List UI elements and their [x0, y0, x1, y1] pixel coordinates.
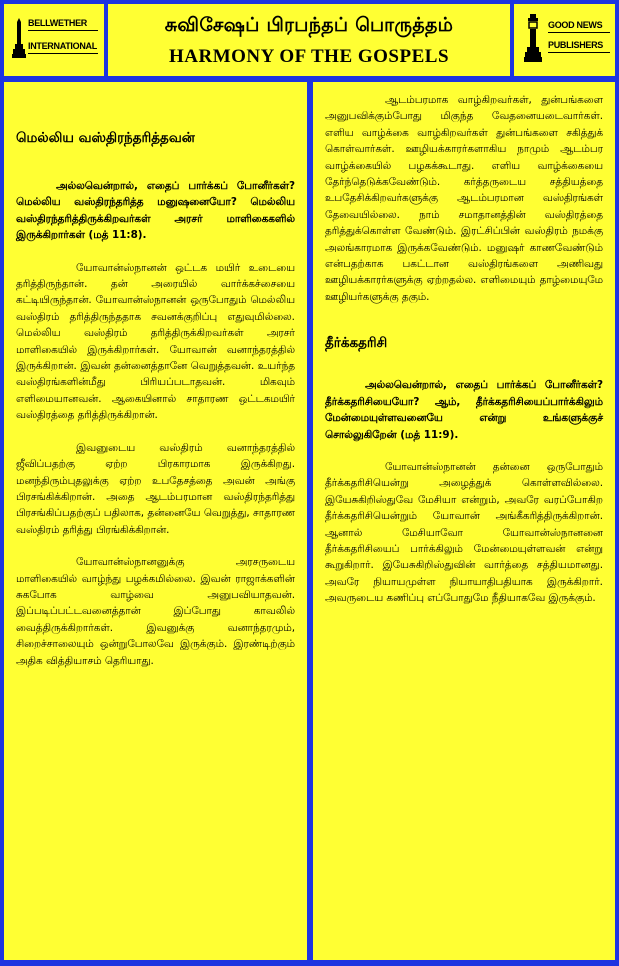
bellwether-mark-icon [12, 18, 26, 58]
right-column [313, 82, 615, 960]
good-news-logo-text [548, 20, 603, 51]
bellwether-line2: INTERNATIONAL [28, 41, 97, 51]
body-paragraph: ஆடம்பரமாக வாழ்கிறவர்கள், துன்பங்களை அனுபவிக்கும்போது மிகுந்த வேதனையடைவார்கள். எளிய வாழ்க்கை வாழ்கிறவர்கள் துன்பங்களை சகித்துக் கொள்வார்கள். ஊழியக்காரர்களாகிய நாமும் ஆடம்பர வாழ்க்கையில் பழகக்கூடாது. எளிய வாழ்க்கையை தேர்ந்தெடுக்கவேண்டும். கர்த்தருடைய சத்தியத்தை உபதேசிக்கிறவர்களுக்கு ஆடம்பரமான வஸ்திரங்கள் தேவையில்லை. நாம் சமாதானத்தின் வஸ்திரத்தை தரித்துக்கொள்ள வேண்டும். இரட்சிப்பின் வஸ்திரம் நமக்கு அலங்காரமாக இருக்கவேண்டும். மனுஷர் காணவேண்டும் என்பதற்காக பகட்டான வஸ்திரங்களை அணிவது ஊழியக்காரர்களுக்கு ஏற்றதல்ல. எளிமையும் தாழ்மையுமே ஊழியர்களுக்கு தகும். [325, 94, 603, 303]
logo-underline [28, 53, 98, 54]
good-news-line1: GOOD NEWS [548, 20, 603, 30]
body-paragraph: யோவான்ஸ்நானன் ஒட்டக மயிர் உடையை தரித்திருந்தான். தன் அரையில் வார்க்கச்சையை கட்டியிருந்தான். யோவான்ஸ்நானன் ஒருபோதும் மெல்லிய வஸ்திரம் தரித்திருந்ததாக சவனக்குறிப்பு எதுவுமில்லை. மெல்லிய வஸ்திரம் தரித்திருக்கிறவர்கள் அரசர் மாளிகையில் இருக்கிறார்கள். யோவான் வனாந்தரத்தில் இருக்கிறான். இவன் தன்னைத்தானே வெறுத்தவன். உயர்ந்த வஸ்திரங்களின்மீது பிரியப்படாதவன். மிகவும் எளிமையானவன். ஆகையினால் சாதாரண ஒட்டகமயிர் வஸ்திரத்தை தரித்திருக்கிறான். [16, 261, 295, 422]
title-tamil: சுவிசேஷப் பிரபந்தப் பொருத்தம் [164, 14, 454, 36]
logo-underline [548, 32, 610, 33]
title-banner [108, 4, 510, 76]
left-column [4, 82, 307, 960]
good-news-logo [514, 4, 615, 76]
body-paragraph: இவனுடைய வஸ்திரம் வனாந்தரத்தில் ஜீவிப்பதற்கு ஏற்ற பிரகாரமாக இருக்கிறது. மனந்திரும்புதலுக்கு ஏற்ற உபதேசத்தை அவன் அங்கு பிரசங்கிக்கிறான். அதை ஆடம்பரமான வஸ்திரந்தரித்து பிரசங்கிப்பதற்குப் பதிலாக, தன்னையே வெறுத்து, சாதாரண வஸ்திரம் தரித்து பிரங்கிக்கிறான். [16, 441, 295, 536]
bellwether-line1: BELLWETHER [28, 18, 87, 28]
good-news-line2: PUBLISHERS [548, 40, 604, 50]
body-paragraph: யோவான்ஸ்நானனுக்கு அரசருடைய மாளிகையில் வாழ்ந்து பழக்கமில்லை. இவன் ராஜாக்களின் சுகபோக வாழ்வை அனுபவியாதவன். இப்படிப்பட்டவனைத்தான் இப்போது காவலில் வைத்திருக்கிறார்கள். இவனுக்கு வனாந்தரமும், சிறைச்சாலையும் ஒன்றுபோலவே இருக்கும். இரண்டிற்கும் அதிக வித்தியாசம் தெரியாது. [16, 556, 295, 667]
section-heading-prophet: தீர்க்கதரிசி [325, 335, 388, 352]
section-heading-soft-clothing: மெல்லிய வஸ்திரந்தரித்தவன் [16, 130, 195, 146]
scripture-quote: அல்லவென்றால், எதைப் பார்க்கப் போனீர்கள்? மெல்லிய வஸ்திரந்தரித்த மனுஷனையோ? மெல்லிய வஸ்திரந்தரித்திருக்கிறவர்கள் அரசர் மாளிகைகளில் இருக்கிறார்கள் (மத் 11:8). [16, 180, 295, 242]
bellwether-logo [4, 4, 104, 76]
logo-underline [28, 30, 98, 31]
logo-underline [548, 52, 610, 53]
bellwether-logo-text [28, 18, 97, 52]
title-english: HARMONY OF THE GOSPELS [168, 46, 450, 67]
body-paragraph: யோவான்ஸ்நானன் தன்னை ஒருபோதும் தீர்க்கதரிசியென்று அழைத்துக் கொள்ளவில்லை. இயேசுகிறிஸ்துவே மேசியா என்றும், அவரே வரப்போகிற தீர்க்கதரிசியென்றும் யோவான் அங்கீகரித்திருக்கிறான். ஆனால் மேசியாவோ யோவான்ஸ்நானனை தீர்க்கதரிசியைப் பார்க்கிலும் மேன்மையுள்ளவன் என்று கூறுகிறார். இயேசுகிறிஸ்துவின் வார்த்தை சத்தியமானது. அவரே நியாயமுள்ள நியாயாதிபதியாக இருக்கிறார். அவருடைய கணிப்பு எப்போதுமே நீதியாகவே இருக்கும். [325, 460, 603, 605]
scripture-quote: அல்லவென்றால், எதைப் பார்க்கப் போனீர்கள்? தீர்க்கதரிசியையோ? ஆம், தீர்க்கதரிசியைப்பார்க்கிலும் மேன்மையுள்ளவனையே என்று உங்களுக்குச் சொல்லுகிறேன் (மத் 11:9). [325, 379, 603, 441]
good-news-mark-icon [524, 14, 542, 62]
